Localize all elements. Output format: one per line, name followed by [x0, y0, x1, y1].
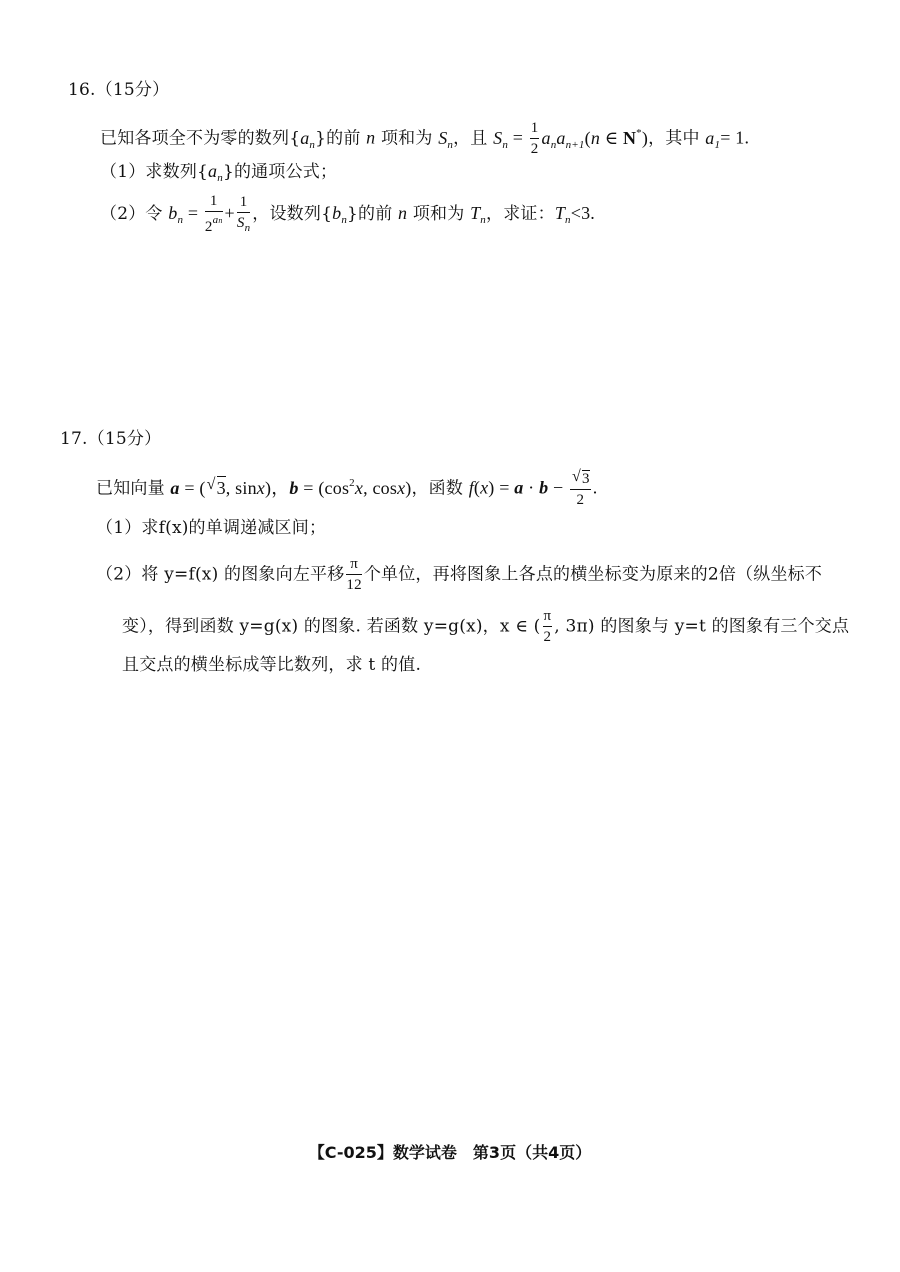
q16-header: 16.（15分） [68, 80, 170, 100]
q16-part1: （1）求数列$\{a_n\}$的通项公式； [100, 161, 338, 184]
fraction-pi-over-2: $\frac{\pi}{2}$ [543, 608, 552, 645]
q16-statement: 已知各项全不为零的数列$\{a_n\}$的前 n 项和为 $S_n$，且 $S_n$ = $\frac{1}{2}$ $a_na_{n+1}(n$ ∈ N*)，其中 $a_1= 1$. [100, 120, 750, 157]
page-footer: 【C-025】数学试卷 第3页（共4页） [308, 1143, 592, 1162]
q17-part2-line3: 且交点的横坐标成等比数列，求 t 的值. [122, 655, 422, 675]
fraction-one-over-sn: $\frac{1}{S_n}$ [236, 194, 251, 234]
q17-header: 17.（15分） [60, 429, 162, 449]
fraction-pi-over-12: $\frac{\pi}{12}$ [346, 556, 362, 593]
fraction-one-over-two-power: $\frac{1}{2^{an}}$ [204, 193, 223, 235]
q16-part2: （2）令 $b_n$ = $\frac{1}{2^{an}}$ + $\frac{1}{S_n}$ ，设数列$\{b_n\}$的前 n 项和为 $T_n$，求证：$T_n<3$. [100, 193, 595, 235]
q17-part1: （1）求f(x)的单调递减区间； [96, 518, 327, 538]
fraction-sqrt3-over-2: √ $\frac{3}{2}$ [570, 470, 591, 508]
q17-statement: 已知向量 a = (√ 3, sinx)，$b = (\cos^2x$, cosx)，函数 f(x) = a · b − √ $\frac{3}{2}$ . [96, 470, 597, 508]
fraction-half: $\frac{1}{2}$ [530, 120, 539, 157]
q17-part2-line2: 变），得到函数 y=g(x) 的图象. 若函数 y=g(x)，x ∈ ( $\frac{\pi}{2}$ , 3π) 的图象与 y=t 的图象有三个交点 [122, 608, 850, 645]
q17-part2-line1: （2）将 y=f(x) 的图象向左平移 $\frac{\pi}{12}$ 个单位，再将图象上各点的横坐标变为原来的2倍（纵坐标不 [96, 556, 823, 593]
